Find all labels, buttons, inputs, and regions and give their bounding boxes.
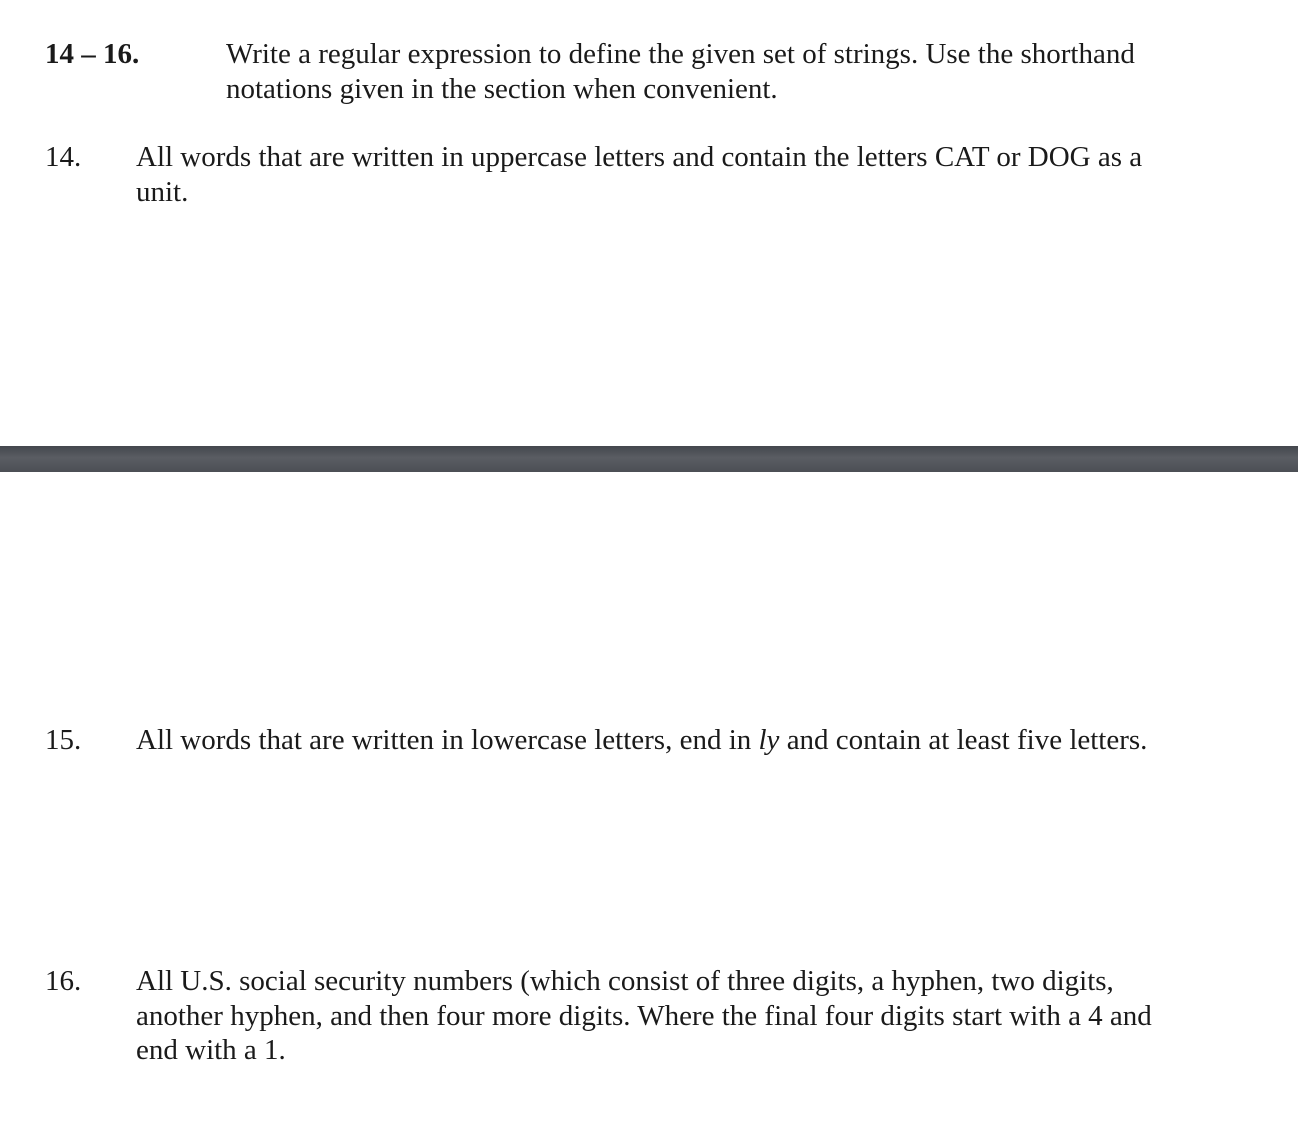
page-top [0,0,1298,446]
problem-line: All U.S. social security numbers (which consist of three digits, a hyphen, two digits, [136,965,1114,997]
page-bottom [0,472,1298,1142]
problem-15-number: 15. [45,724,82,756]
problem-15-text-before: All words that are written in lowercase letters, end in [136,724,759,756]
problem-line: All words that are written in uppercase letters and contain the letters CAT or DOG as a [136,141,1143,173]
problem-line [136,723,1147,758]
problem-16-number: 16. [45,965,82,997]
problem-14-text [136,140,1142,209]
instruction-line: Write a regular expression to define the given set of strings. Use the shorthand [226,38,1135,70]
problem-14-number: 14. [45,141,82,173]
problem-15-text-after: and contain at least five letters. [779,724,1148,756]
problem-15-italic: ly [758,724,780,756]
problem-line: another hyphen, and then four more digits. Where the final four digits start with a 4 and [136,999,1152,1032]
header-instruction [226,37,1135,106]
problem-15-text [136,723,1147,758]
header-range: 14 – 16. [45,38,140,70]
problem-16-text [136,964,1152,1068]
instruction-line: notations given in the section when convenient. [226,72,778,105]
page-separator [0,446,1298,472]
problem-line: end with a 1. [136,1034,286,1066]
problem-line: unit. [136,175,189,208]
